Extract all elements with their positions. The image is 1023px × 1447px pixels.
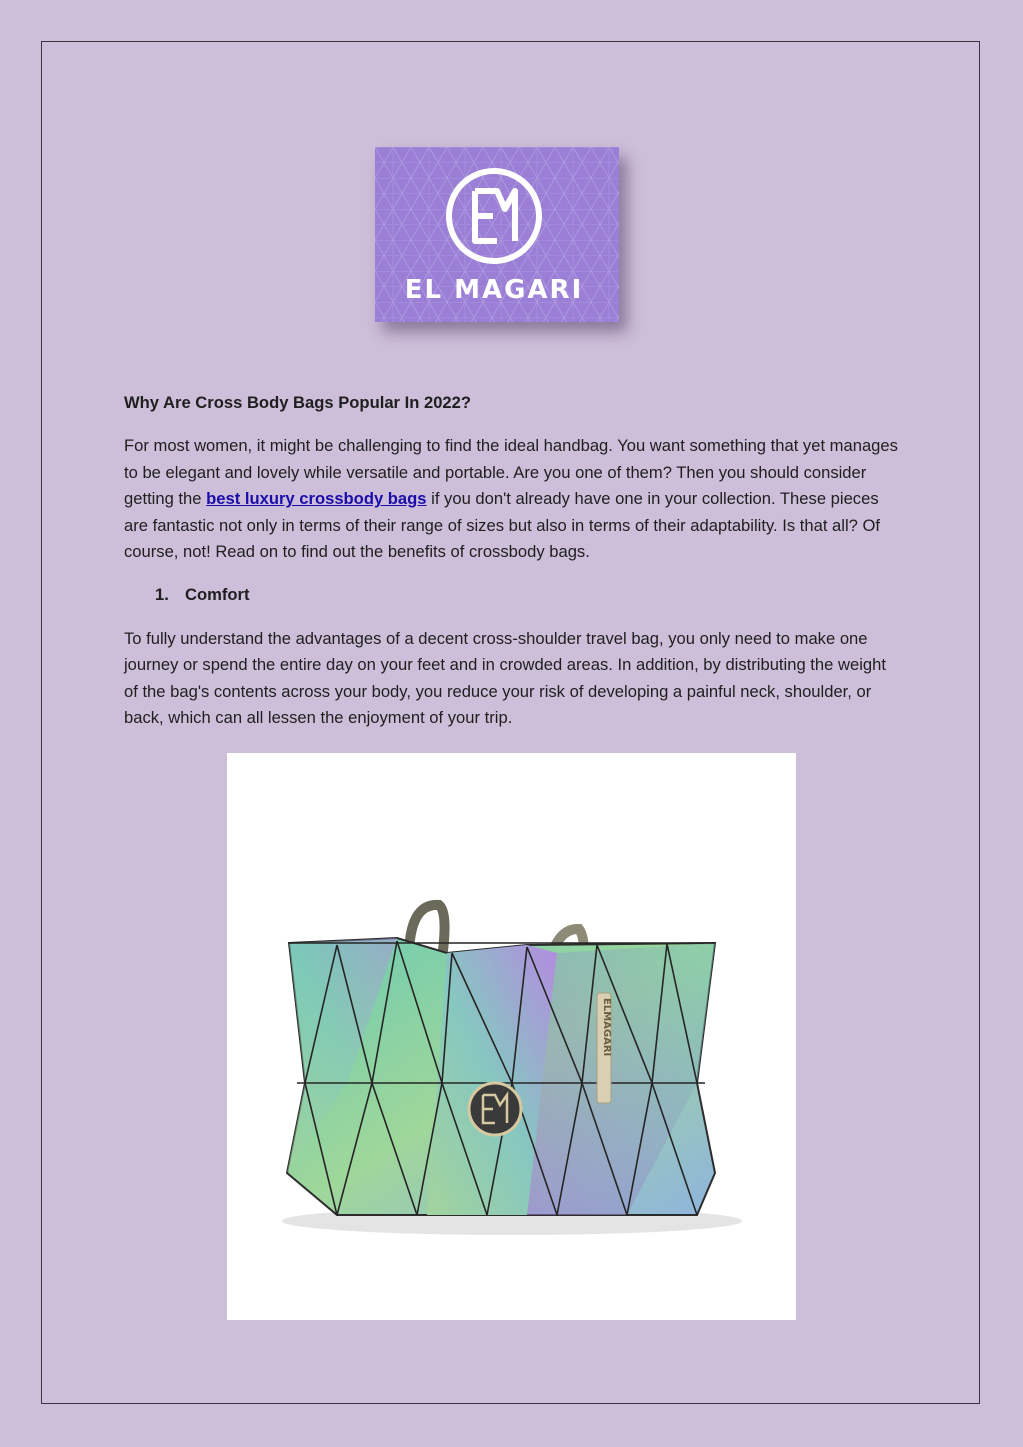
list-item-comfort (155, 582, 904, 608)
intro-text-after-link: if you don't already have one in your collection. These pieces are fantastic not only in terms of their range of sizes but also in terms of their adaptability. Is that all? Of course, not! Read on to find out the benefits of crossbody bags. (124, 489, 880, 562)
luxury-crossbody-bags-link[interactable]: best luxury crossbody bags (206, 489, 427, 509)
article (124, 390, 904, 748)
intro-text-before-link: For most women, it might be challenging to find the ideal handbag. You want something that yet manages to be elegant and lovely while versatile and portable. Are you one of them? Then you should consider getting the (124, 436, 898, 509)
bag-illustration (227, 753, 796, 1320)
article-heading: Why Are Cross Body Bags Popular In 2022? (124, 393, 472, 412)
brand-logo (375, 147, 619, 322)
intro-paragraph (124, 433, 904, 565)
bag-tag-text: ELMAGARI (601, 998, 612, 1057)
brand-logo-graphic (375, 147, 619, 322)
logo-brand-text: EL MAGARI (404, 275, 584, 305)
comfort-paragraph: To fully understand the advantages of a decent cross-shoulder travel bag, you only need to make one journey or spend the entire day on your feet and in crowded areas. In addition, by distributing the weight of the bag's contents across your body, you reduce your risk of developing a painful neck, shoulder, or back, which can all lessen the enjoyment of your trip. (124, 628, 886, 728)
list-item-title: Comfort (185, 585, 250, 605)
list-item-number: 1. (155, 585, 169, 605)
bag-product-image (227, 753, 796, 1320)
